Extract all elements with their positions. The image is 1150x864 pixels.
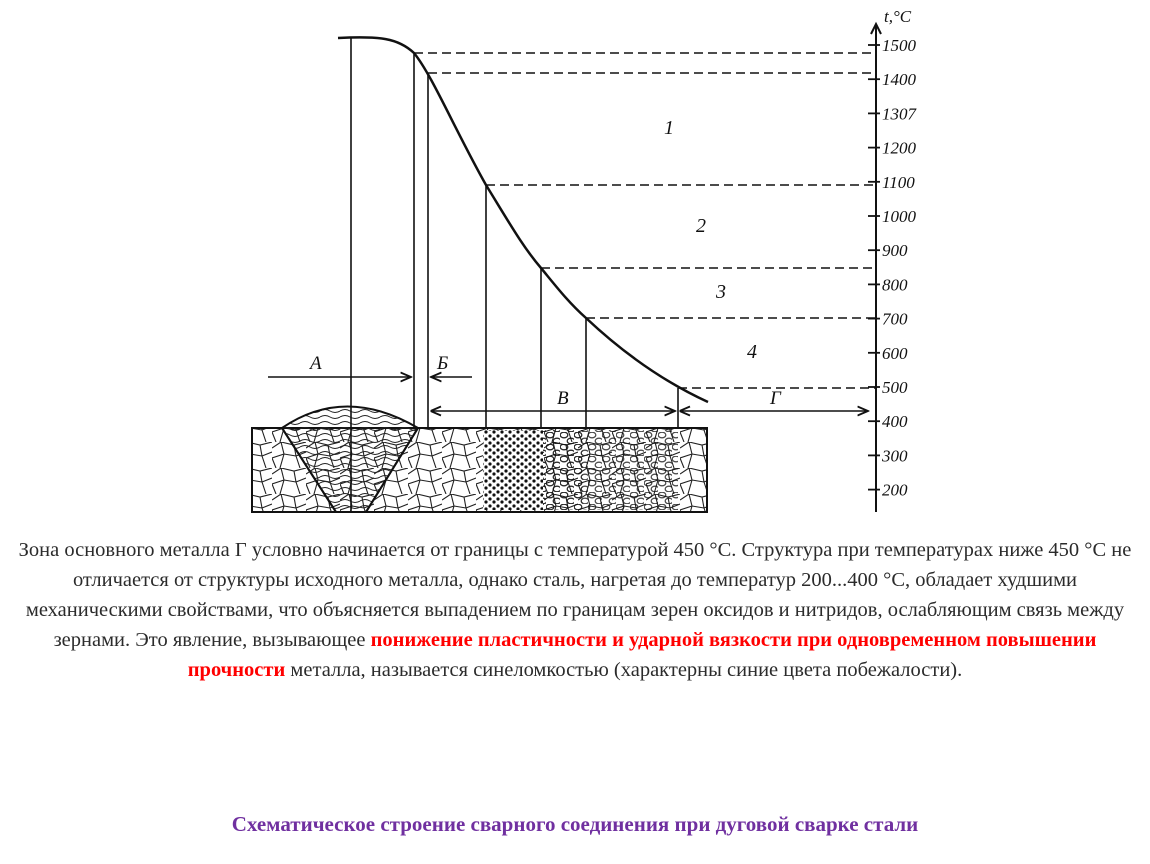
axis-unit-label: t,°C [884,7,912,26]
zone-letter-a: А [310,353,322,374]
axis-tick-label: 200 [882,480,908,500]
axis-tick-label: 1200 [882,138,916,158]
zone-number-3: 3 [716,281,726,303]
axis-tick-label: 1307 [882,104,916,124]
description-highlight: понижение пластичности и ударной вязкости при одновременном повышении прочности [187,629,1097,681]
axis-tick-label: 400 [882,412,908,432]
axis-tick-label: 600 [882,343,908,363]
figure-caption: Схематическое строение сварного соединения при дуговой сварке стали [231,812,919,836]
axis-tick-label: 700 [882,309,908,329]
zone-letter-v: В [557,388,569,409]
axis-tick-label: 1400 [882,70,916,90]
zone-letter-b: Б [437,353,449,374]
description-paragraph [14,535,1136,685]
zone-number-4: 4 [747,341,757,363]
zone-letter-g: Г [770,388,781,409]
axis-tick-label: 1000 [882,207,916,226]
axis-tick-label: 300 [882,446,908,466]
temperature-curve [338,37,708,402]
metal-cross-section [252,407,707,513]
zone-number-2: 2 [696,215,706,237]
zone-number-1: 1 [664,117,674,139]
description-text-start: Зона основного металла Г условно начинается от границы с температурой 450 °С. Структура при температурах ниже 450 °С не отличается от структуры исходного металла, однако сталь, нагретая до температур 200...400 °С, обладает худшими механическими свойствами, что объясняется выпадением по границам зерен оксидов и нитридов, ослабляющим связь между зернами. Это явление, вызывающее [18,539,1132,651]
isotherm-lines [414,53,875,388]
axis-tick-label: 500 [882,378,908,397]
axis-tick-label: 1500 [882,36,916,55]
description-text-end: металла, называется синеломкостью (характерны синие цвета побежалости). [285,659,963,681]
axis-tick-label: 1100 [882,172,915,192]
temperature-axis [868,7,918,512]
axis-tick-label: 900 [882,241,908,261]
axis-tick-label: 800 [882,275,908,295]
